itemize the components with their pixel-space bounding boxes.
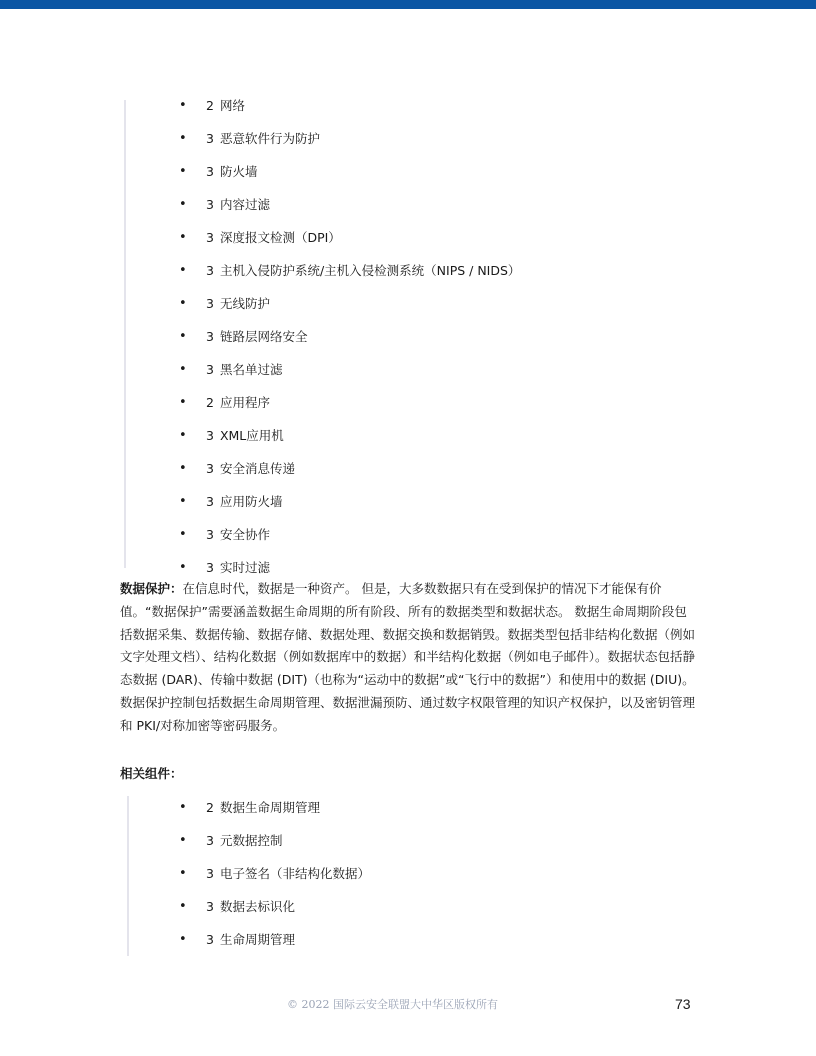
list-item-label: XML应用机 bbox=[219, 428, 284, 443]
list-item-level: 3 bbox=[206, 362, 214, 377]
related-components-heading: 相关组件： bbox=[120, 766, 183, 781]
bullet-icon: • bbox=[179, 560, 187, 575]
list-item-level: 3 bbox=[206, 527, 214, 542]
list-item-level: 3 bbox=[206, 833, 214, 848]
data-protection-paragraph bbox=[120, 578, 698, 738]
list-item-level: 3 bbox=[206, 494, 214, 509]
bullet-icon: • bbox=[179, 461, 187, 476]
list-item-label: 恶意软件行为防护 bbox=[219, 131, 320, 146]
list-item-level: 3 bbox=[206, 866, 214, 881]
bullet-icon: • bbox=[179, 494, 187, 509]
list-item-level: 3 bbox=[206, 932, 214, 947]
list-item-label: 深度报文检测（DPI） bbox=[219, 230, 341, 245]
list-item-label: 应用程序 bbox=[219, 395, 270, 410]
list-item-level: 2 bbox=[206, 395, 214, 410]
header-accent-bar bbox=[0, 0, 816, 9]
list-item-label: 应用防火墙 bbox=[219, 494, 283, 509]
list-item-level: 3 bbox=[206, 329, 214, 344]
bullet-icon: • bbox=[179, 263, 187, 278]
list-item-label: 网络 bbox=[219, 98, 245, 113]
list-item bbox=[179, 360, 520, 393]
bullet-icon: • bbox=[179, 932, 187, 947]
list-item bbox=[179, 459, 520, 492]
list-item bbox=[179, 831, 370, 864]
bullet-icon: • bbox=[179, 527, 187, 542]
list-item bbox=[179, 96, 520, 129]
component-list-data-protection bbox=[179, 798, 370, 963]
list-item bbox=[179, 261, 520, 294]
list-item bbox=[179, 228, 520, 261]
list-item-level: 3 bbox=[206, 560, 214, 575]
data-protection-term: 数据保护： bbox=[120, 581, 183, 596]
list-item-level: 3 bbox=[206, 131, 214, 146]
list-item bbox=[179, 162, 520, 195]
list-item-label: 主机入侵防护系统/主机入侵检测系统（NIPS / NIDS） bbox=[219, 263, 521, 278]
footer-copyright: © 2022 国际云安全联盟大中华区版权所有 bbox=[287, 998, 498, 1011]
bullet-icon: • bbox=[179, 164, 187, 179]
list-item-level: 2 bbox=[206, 98, 214, 113]
bullet-icon: • bbox=[179, 329, 187, 344]
data-protection-body: 在信息时代，数据是一种资产。 但是，大多数数据只有在受到保护的情况下才能保有价值。“数据保护”需要涵盖数据生命周期的所有阶段、所有的数据类型和数据状态。 数据生命周期阶段包括数据采集、数据传输、数据存储、数据处理、数据交换和数据销毁。数据类型包括非结构化数据（例如文字处理文档）、结构化数据（例如数据库中的数据）和半结构化数据（例如电子邮件）。数据状态包括静态数据 (DAR)、传输中数据 (DIT)（也称为“运动中的数据”或“飞行中的数据”）和使用中的数据 (DIU)。 数据保护控制包括数据生命周期管理、数据泄漏预防、通过数字权限管理的知识产权保护，以及密钥管理和 PKI/对称加密等密码服务。 bbox=[120, 581, 696, 733]
list-item-label: 内容过滤 bbox=[219, 197, 270, 212]
bullet-icon: • bbox=[179, 395, 187, 410]
bullet-icon: • bbox=[179, 230, 187, 245]
list-item bbox=[179, 327, 520, 360]
list-item bbox=[179, 393, 520, 426]
bullet-icon: • bbox=[179, 131, 187, 146]
bullet-icon: • bbox=[179, 296, 187, 311]
bullet-icon: • bbox=[179, 362, 187, 377]
list-item bbox=[179, 426, 520, 459]
list-item-level: 3 bbox=[206, 428, 214, 443]
list-item bbox=[179, 897, 370, 930]
list-item bbox=[179, 864, 370, 897]
list-indent-rule bbox=[127, 796, 129, 956]
list-item-level: 3 bbox=[206, 899, 214, 914]
list-item-label: 数据生命周期管理 bbox=[219, 800, 320, 815]
component-list-network-application bbox=[179, 96, 520, 591]
list-item-label: 链路层网络安全 bbox=[219, 329, 308, 344]
list-item bbox=[179, 294, 520, 327]
bullet-icon: • bbox=[179, 899, 187, 914]
list-item-label: 实时过滤 bbox=[219, 560, 270, 575]
list-item-label: 黑名单过滤 bbox=[219, 362, 283, 377]
list-item-level: 3 bbox=[206, 461, 214, 476]
bullet-icon: • bbox=[179, 428, 187, 443]
list-item-label: 安全协作 bbox=[219, 527, 270, 542]
list-item bbox=[179, 930, 370, 963]
list-item bbox=[179, 129, 520, 162]
list-item-label: 安全消息传递 bbox=[219, 461, 295, 476]
list-item bbox=[179, 525, 520, 558]
list-item-level: 3 bbox=[206, 197, 214, 212]
list-item bbox=[179, 492, 520, 525]
bullet-icon: • bbox=[179, 197, 187, 212]
list-item-label: 元数据控制 bbox=[219, 833, 283, 848]
list-item-level: 3 bbox=[206, 263, 214, 278]
list-item-level: 2 bbox=[206, 800, 214, 815]
list-item-label: 无线防护 bbox=[219, 296, 270, 311]
bullet-icon: • bbox=[179, 866, 187, 881]
list-item-label: 电子签名（非结构化数据） bbox=[219, 866, 370, 881]
page-number: 73 bbox=[675, 996, 691, 1012]
list-item-label: 防火墙 bbox=[219, 164, 258, 179]
bullet-icon: • bbox=[179, 98, 187, 113]
list-item-label: 数据去标识化 bbox=[219, 899, 295, 914]
bullet-icon: • bbox=[179, 833, 187, 848]
list-indent-rule bbox=[124, 100, 126, 568]
list-item-level: 3 bbox=[206, 230, 214, 245]
list-item-label: 生命周期管理 bbox=[219, 932, 295, 947]
list-item bbox=[179, 798, 370, 831]
list-item bbox=[179, 195, 520, 228]
bullet-icon: • bbox=[179, 800, 187, 815]
list-item-level: 3 bbox=[206, 164, 214, 179]
list-item-level: 3 bbox=[206, 296, 214, 311]
